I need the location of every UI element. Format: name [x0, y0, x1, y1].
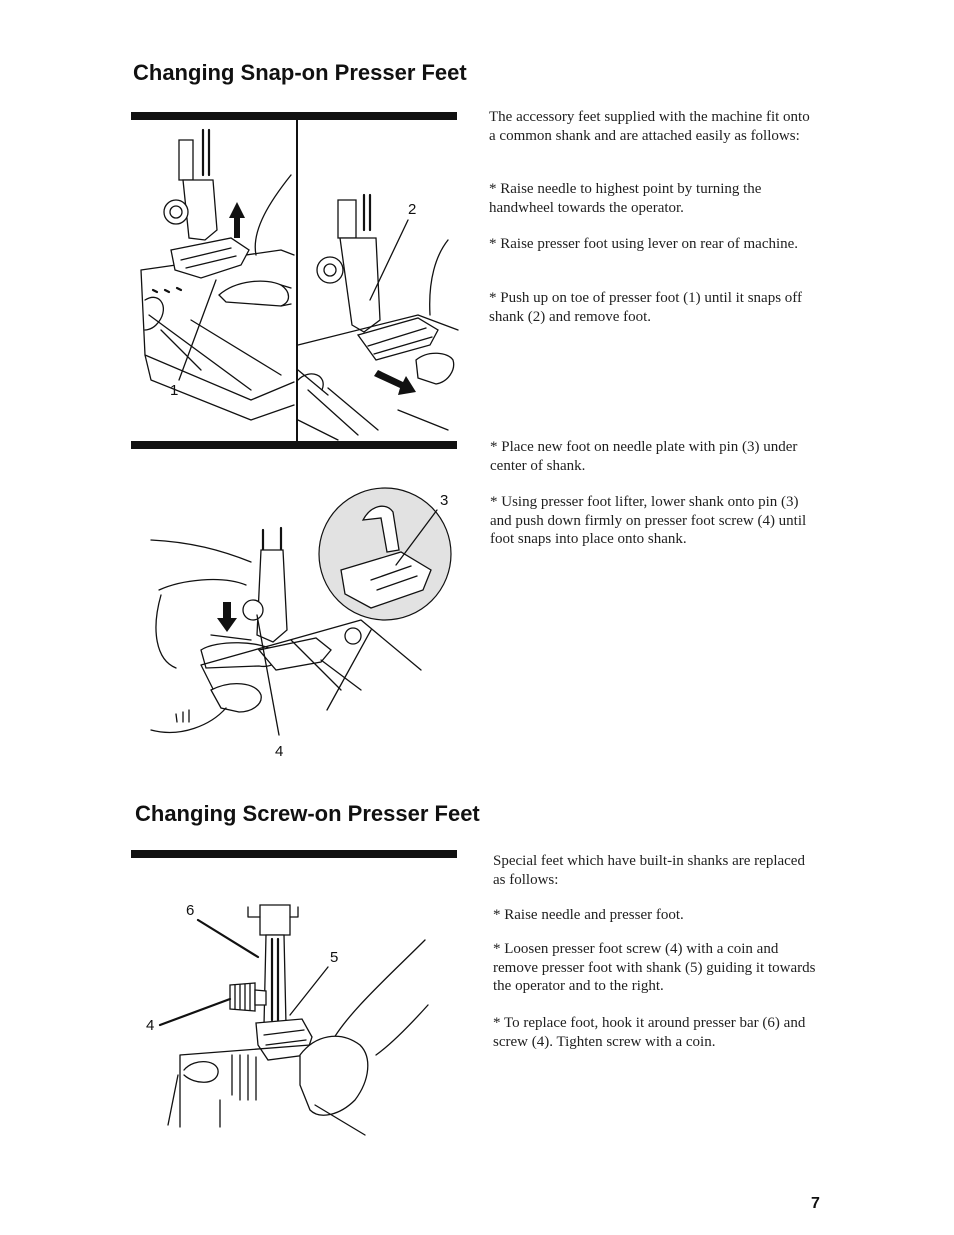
right-arrow-icon	[374, 370, 416, 395]
callout-5: 5	[330, 949, 339, 966]
callout-2: 2	[408, 201, 417, 218]
section-title-screw-on: Changing Screw-on Presser Feet	[135, 801, 480, 826]
presser-bar	[364, 195, 370, 230]
figure-bottom-rule	[131, 441, 457, 449]
shank-screw	[317, 257, 343, 283]
paragraph-step-lower-shank: * Using presser foot lifter, lower shank onto pin (3) and push down firmly on presser foot screw (4) until foot snaps into place onto shank.	[490, 494, 807, 547]
bobbin-cover	[145, 297, 163, 330]
presser-bar	[260, 905, 290, 935]
callout-leader-5	[290, 967, 328, 1015]
needle-bar	[338, 200, 356, 238]
paragraph-step-loosen: * Loosen presser foot screw (4) with a coin and remove presser foot with shank (5) guiding it towards the operator and to the right.	[493, 941, 816, 994]
presser-foot-screw	[230, 983, 255, 1011]
paragraph-step-raise-needle: * Raise needle to highest point by turning the handwheel towards the operator.	[489, 181, 762, 216]
callout-4: 4	[146, 1017, 155, 1034]
figure-top-rule	[131, 112, 457, 120]
callout-3: 3	[440, 492, 449, 509]
up-arrow-icon	[229, 202, 245, 238]
paragraph-step-place-foot: * Place new foot on needle plate with pin (3) under center of shank.	[490, 439, 798, 474]
presser-foot-screw	[243, 600, 263, 620]
finger	[300, 1036, 368, 1115]
callout-leader-1	[179, 280, 216, 380]
figure-screw-on-foot	[140, 895, 440, 1135]
figure-snap-off-foot	[131, 120, 296, 441]
finger	[416, 353, 454, 384]
callout-4: 4	[275, 743, 284, 760]
callout-leader-4	[160, 999, 230, 1025]
callout-leader-6	[198, 920, 258, 957]
finger	[219, 281, 289, 306]
paragraph-step-raise-foot: * Raise presser foot using lever on rear of machine.	[489, 236, 799, 252]
paragraph-intro: The accessory feet supplied with the machine fit onto a common shank and are attached easily as follows:	[489, 109, 810, 144]
figure-snap-on-foot	[131, 490, 461, 760]
figure-remove-foot	[298, 120, 458, 441]
section-title-snap-on: Changing Snap-on Presser Feet	[133, 60, 467, 85]
presser-foot	[171, 238, 249, 278]
paragraph-intro-2: Special feet which have built-in shanks are replaced as follows:	[493, 853, 805, 888]
shank-body	[340, 238, 380, 332]
figure-top-rule-2	[131, 850, 457, 858]
paragraph-step-raise: * Raise needle and presser foot.	[493, 907, 684, 923]
callout-6: 6	[186, 902, 195, 919]
needle-bar	[179, 140, 193, 180]
page-number: 7	[811, 1195, 820, 1212]
paragraph-step-push-toe: * Push up on toe of presser foot (1) until it snaps off shank (2) and remove foot.	[489, 290, 803, 325]
callout-1: 1	[170, 382, 179, 399]
presser-bar	[203, 130, 209, 175]
down-arrow-icon	[217, 602, 237, 632]
shank-body	[257, 550, 287, 642]
shank	[264, 935, 286, 1025]
shank-screw	[164, 200, 188, 224]
paragraph-step-replace: * To replace foot, hook it around presser bar (6) and screw (4). Tighten screw with a coin.	[493, 1015, 806, 1050]
